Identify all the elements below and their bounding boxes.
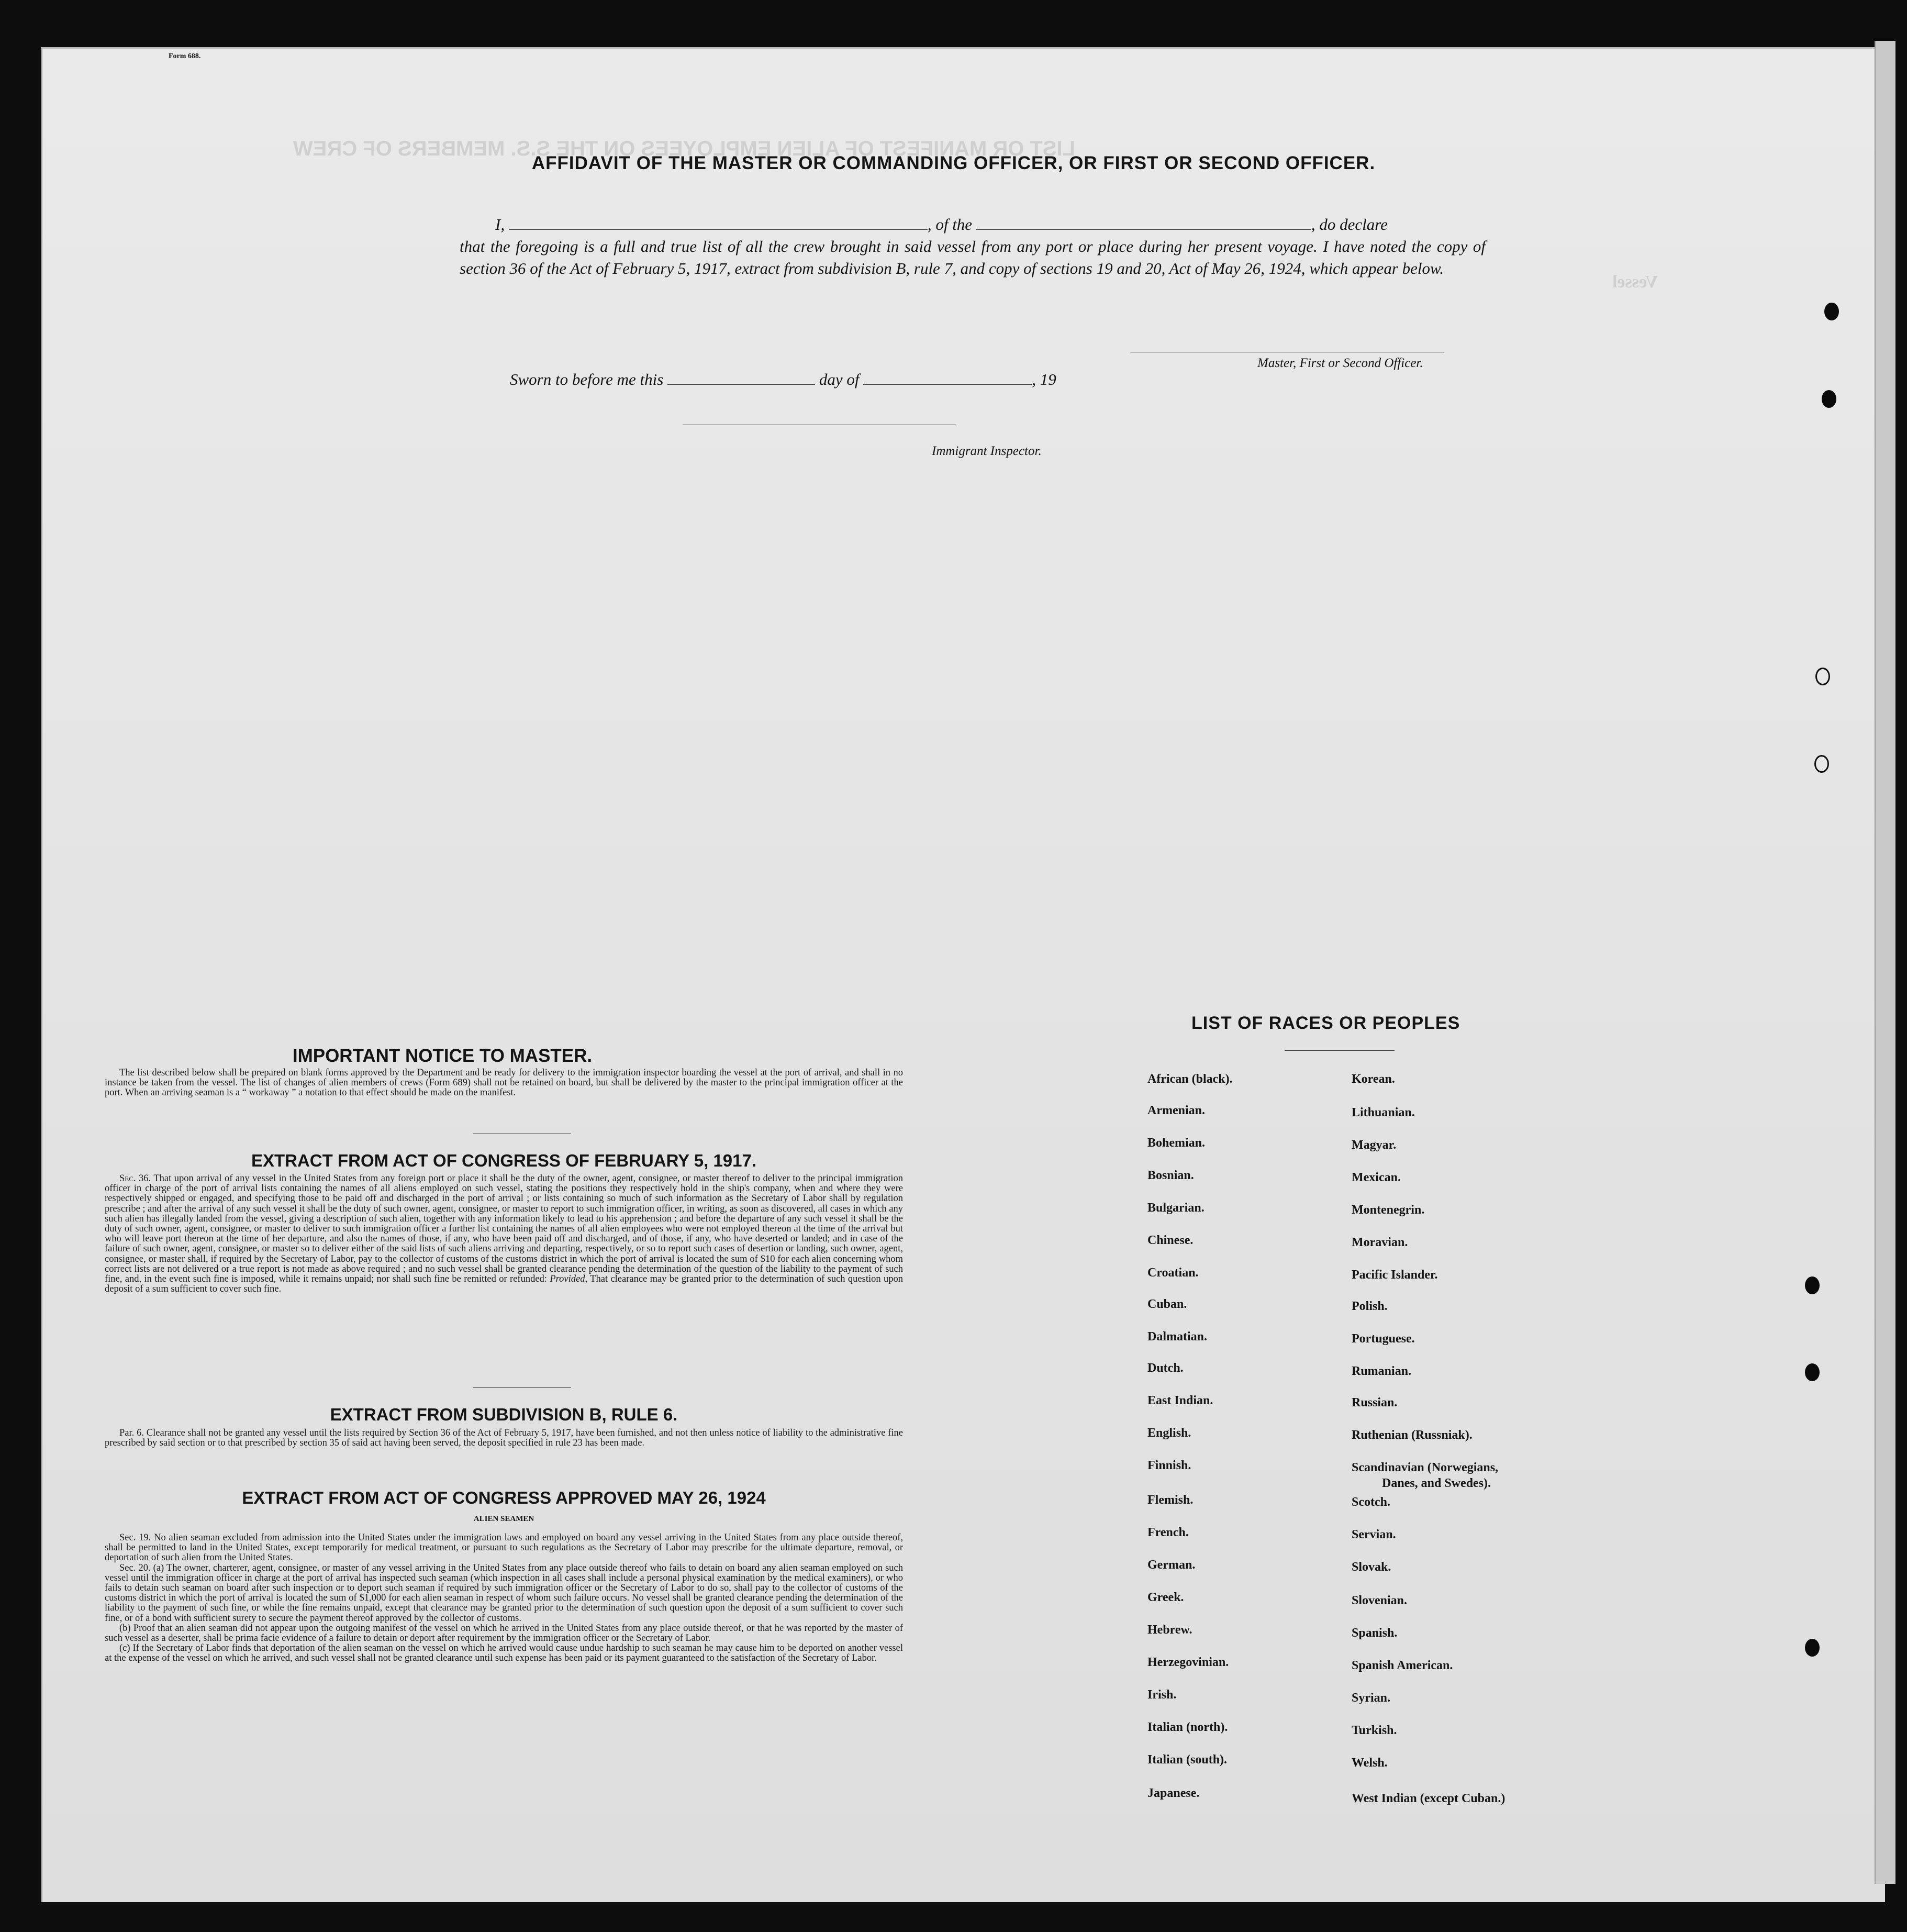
- i-label: I,: [495, 215, 505, 234]
- extract-1917-text: Sec. 36. That upon arrival of any vessel in the United States from any foreign port or place it shall be the duty of the owner, agent, consignee, or master thereof to deliver to the principal immigration officer in charge of the port of arrival lists containing the names of all aliens employed on such vessel, stating the positions they respectively hold in the ship's company, when and where they were respectively shipped or engaged, and specifying those to be paid off and discharged in the port of arrival ; or lists containing so much of such information as the Secretary of Labor shall by regulation prescribe ; and after the arrival of any such vessel it shall be the duty of such owner, agent, consignee, or master to report to such immigration officer, in writing, as soon as discovered, all cases in which any such alien has illegally landed from the vessel, giving a description of such alien, together with any information likely to lead to his apprehension ; and before the departure of any such vessel it shall be the duty of such owner, agent, consignee, or master to deliver to such immigration officer a further list containing the names of all alien employees who were not employed thereon at the time of the arrival but who will leave port thereon at the time of her departure, and also the names of those, if any, who have been paid off and discharged, and of those, if any, who have deserted or landed; and in case of the failure of such owner, agent, consignee, or master so to deliver either of the said lists of such aliens arriving and departing, respectively, or so to report such cases of desertion or landing, such owner, agent, consignee, or master shall, if required by the Secretary of Labor, pay to the collector of customs of the customs district in which the port of arrival is located the sum of $10 for each alien concerning whom correct lists are not delivered or a true report is not made as above required ; and no such vessel shall be granted clearance pending the determination of the question of the liability to the payment of such fine, and, in the event such fine is imposed, while it remains unpaid; nor shall such fine be remitted or refunded: Provided, That clearance may be granted prior to the determination of such question upon deposit of a sum sufficient to cover such fine.: [105, 1173, 904, 1295]
- affidavit-body: [460, 214, 1486, 280]
- form-number: Form 688.: [169, 52, 201, 60]
- declare-label: , do declare: [1311, 215, 1388, 234]
- bleedthrough-vessel: Vessel: [1612, 272, 1658, 292]
- race-item: Korean.: [1352, 1072, 1395, 1086]
- binder-hole-icon: [1822, 390, 1836, 408]
- sworn-day-field[interactable]: [667, 370, 815, 385]
- affidavit-declaration-line: [495, 214, 1486, 236]
- race-item: Japanese.: [1147, 1786, 1200, 1800]
- extract-rule6-title: EXTRACT FROM SUBDIVISION B, RULE 6.: [330, 1405, 678, 1424]
- race-item: Dutch.: [1147, 1361, 1184, 1375]
- race-item: Croatian.: [1147, 1266, 1199, 1280]
- race-item: Danes, and Swedes).: [1382, 1476, 1491, 1490]
- race-item: Dalmatian.: [1147, 1330, 1207, 1343]
- race-item: Scandinavian (Norwegians,: [1352, 1461, 1499, 1474]
- race-item: Italian (south).: [1147, 1753, 1228, 1767]
- race-item: Finnish.: [1147, 1459, 1191, 1472]
- race-item: Italian (north).: [1147, 1720, 1228, 1734]
- race-item: Irish.: [1147, 1688, 1177, 1702]
- divider: [1285, 1050, 1395, 1051]
- vessel-name-field[interactable]: [976, 215, 1311, 230]
- race-item: Syrian.: [1352, 1691, 1391, 1705]
- race-item: Scotch.: [1352, 1495, 1390, 1509]
- extract-rule6-text: Par. 6. Clearance shall not be granted any vessel until the lists required by Section 36 of the Act of February 5, 1917, have been furnished, and not then unless notice of liability to the administrative fine prescribed by said section or to that prescribed by section 35 of said act having been served, the deposit specified in rule 23 has been made.: [105, 1428, 903, 1449]
- affidavit-statement: that the foregoing is a full and true list of all the crew brought in said vessel from any port or place during her present voyage. I have noted the copy of section 36 of the Act of February 5, 1917, extract from subdivision B, rule 7, and copy of sections 19 and 20, Act of May 26, 1924, which appear below.: [460, 237, 1486, 277]
- binder-hole-icon: [1824, 303, 1839, 320]
- race-item: Montenegrin.: [1352, 1203, 1425, 1217]
- binder-hole-icon: [1805, 1276, 1820, 1294]
- race-item: Spanish.: [1352, 1626, 1398, 1640]
- race-item: Pacific Islander.: [1352, 1268, 1438, 1282]
- race-item: Bohemian.: [1147, 1136, 1206, 1150]
- signature-label: Master, First or Second Officer.: [1257, 356, 1423, 370]
- race-item: Hebrew.: [1147, 1623, 1192, 1637]
- sworn-label: Sworn to before me this: [510, 370, 664, 388]
- extract-1917-title: EXTRACT FROM ACT OF CONGRESS OF FEBRUARY 5, 1917.: [251, 1151, 757, 1170]
- race-item: Turkish.: [1352, 1724, 1397, 1737]
- race-item: Portuguese.: [1352, 1332, 1415, 1346]
- page-edge: [1875, 41, 1895, 1884]
- race-item: Chinese.: [1147, 1234, 1194, 1247]
- binder-hole-icon: [1814, 755, 1829, 773]
- divider: [473, 1387, 571, 1388]
- race-item: Servian.: [1352, 1528, 1396, 1541]
- race-item: Russian.: [1352, 1396, 1398, 1409]
- bleedthrough-heading: LIST OR MANIFEST OF ALIEN EMPLOYEES ON THE S.S. MEMBERS OF CREW: [293, 137, 1076, 160]
- of-the-label: , of the: [927, 215, 973, 234]
- race-item: African (black).: [1147, 1072, 1233, 1086]
- race-item: Herzegovinian.: [1147, 1656, 1229, 1669]
- races-title: LIST OF RACES OR PEOPLES: [1191, 1013, 1460, 1033]
- sec-36-label: Sec. 36.: [119, 1173, 151, 1184]
- race-item: Bosnian.: [1147, 1169, 1194, 1182]
- race-item: East Indian.: [1147, 1394, 1213, 1407]
- year-label: , 19: [1032, 370, 1056, 388]
- extract-1924-text: Sec. 19. No alien seaman excluded from admission into the United States under the immigration laws and employed on board any vessel arriving in the United States from any place outside thereof, shall be permitted to land in the United States, except temporarily for medical treatment, or pursuant to such regulations as the Secretary of Labor may prescribe for the ultimate departure, removal, or deportation of such alien from the United States. Sec. 20. (a) The owner, charterer, agent, consignee, or master of any vessel arriving in the United States from any place outside thereof who fails to detain on board any alien seaman employed on such vessel until the immigration officer in charge at the port of arrival has inspected such seaman (which inspection in all cases shall include a personal physical examination by the medical examiners), or who fails to detain such seaman on board after such inspection or to deport such seaman if required by such immigration officer or the Secretary of Labor to do so, shall pay to the collector of customs of the customs district in which the port of arrival is located the sum of $1,000 for each alien seaman in respect of whom such failure occurs. No vessel shall be granted clearance pending the determination of the liability to the payment of such fine, or while the fine remains unpaid, except that clearance may be granted prior to the determination of such question upon the deposit of a sum sufficient to cover such fine, or of a bond with sufficient surety to secure the payment thereof approved by the collector of customs. (b) Proof that an alien seaman did not appear upon the outgoing manifest of the vessel on which he arrived in the United States from any place outside thereof, or that he was reported by the master of such vessel as a deserter, shall be prima facie evidence of a failure to detain or deport after requirement by the immigration officer or the Secretary of Labor. (c) If the Secretary of Labor finds that deportation of the alien seaman on the vessel on which he arrived would cause undue hardship to such seaman he may cause him to be deported on another vessel at the expense of the vessel on which he arrived, and such vessel shall not be granted clearance until such expense has been paid or its payment guaranteed to the satisfaction of the Secretary of Labor.: [105, 1533, 903, 1664]
- race-item: French.: [1147, 1526, 1189, 1539]
- race-item: Bulgarian.: [1147, 1201, 1205, 1215]
- race-item: Greek.: [1147, 1591, 1184, 1604]
- race-item: Slovenian.: [1352, 1594, 1408, 1607]
- race-item: Lithuanian.: [1352, 1106, 1415, 1119]
- alien-seamen-subtitle: ALIEN SEAMEN: [473, 1515, 534, 1523]
- race-item: Polish.: [1352, 1300, 1388, 1313]
- race-item: Welsh.: [1352, 1756, 1388, 1770]
- binder-hole-icon: [1805, 1363, 1820, 1381]
- affidavit-title: AFFIDAVIT OF THE MASTER OR COMMANDING OFFICER, OR FIRST OR SECOND OFFICER.: [531, 153, 1376, 173]
- race-item: Cuban.: [1147, 1297, 1187, 1311]
- notice-title: IMPORTANT NOTICE TO MASTER.: [292, 1046, 593, 1066]
- name-field[interactable]: [509, 215, 928, 230]
- notice-text: The list described below shall be prepared on blank forms approved by the Department and be ready for delivery to the immigration inspector boarding the vessel at the port of arrival, and shall in no instance be taken from the vessel. The list of changes of alien members of crews (Form 689) shall not be retained on board, but shall be delivered by the master to the principal immigration officer at the port. When an arriving seaman is a “ workaway ” a notation to that effect should be made on the manifest.: [105, 1068, 903, 1098]
- race-item: Ruthenian (Russniak).: [1352, 1428, 1473, 1442]
- race-item: Slovak.: [1352, 1560, 1391, 1574]
- binder-hole-icon: [1805, 1639, 1820, 1657]
- day-of-label: day of: [819, 370, 860, 388]
- sworn-line: [510, 370, 1056, 389]
- race-item: English.: [1147, 1426, 1191, 1440]
- race-item: Mexican.: [1352, 1171, 1401, 1184]
- extract-1924-title: EXTRACT FROM ACT OF CONGRESS APPROVED MAY 26, 1924: [242, 1488, 766, 1507]
- race-item: Moravian.: [1352, 1236, 1408, 1249]
- binder-hole-icon: [1815, 668, 1830, 685]
- race-item: Rumanian.: [1352, 1364, 1412, 1378]
- race-item: Magyar.: [1352, 1138, 1397, 1152]
- race-item: Spanish American.: [1352, 1659, 1453, 1672]
- inspector-label: Immigrant Inspector.: [932, 444, 1042, 458]
- race-item: German.: [1147, 1558, 1196, 1572]
- race-item: Flemish.: [1147, 1493, 1194, 1507]
- race-item: West Indian (except Cuban.): [1352, 1792, 1505, 1805]
- race-item: Armenian.: [1147, 1104, 1205, 1117]
- sworn-month-field[interactable]: [863, 370, 1032, 385]
